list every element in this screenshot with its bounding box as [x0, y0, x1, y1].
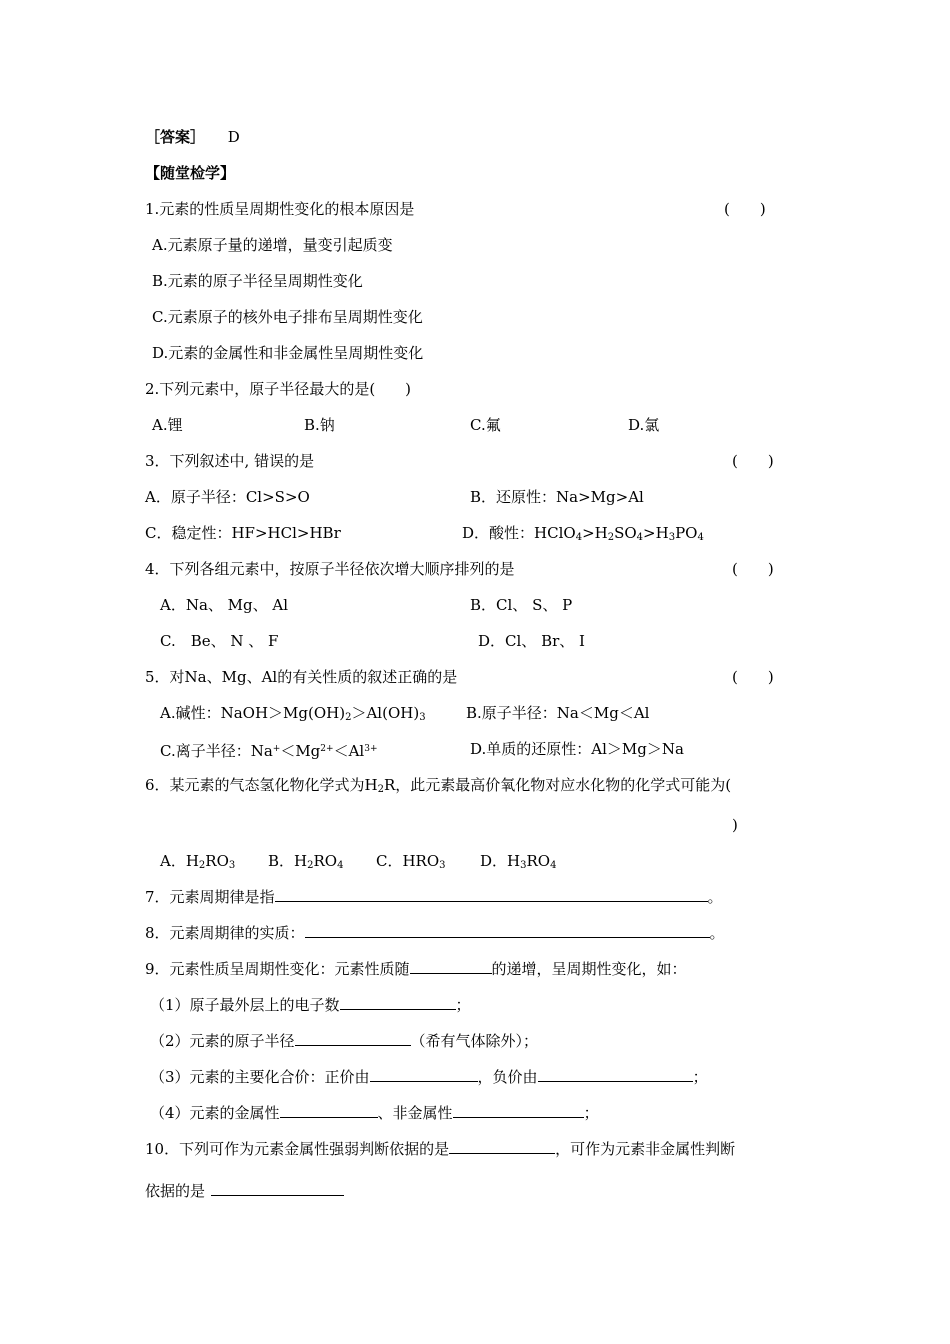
q1-option-d: D.元素的金属性和非金属性呈周期性变化	[152, 344, 424, 362]
q6-close-paren: )	[732, 816, 738, 834]
q9-sub-1-blank[interactable]	[340, 995, 456, 1010]
q1-answer-paren: ( )	[724, 200, 766, 218]
q6-option-c: C．$HRO_3$	[376, 852, 446, 871]
q6-option-a: A．$H_2RO_3$	[160, 852, 236, 871]
q4-option-a: A．Na、 Mg、 Al	[160, 596, 289, 614]
q9-sub-3-blank-positive[interactable]	[370, 1067, 478, 1082]
q5-option-a: A.碱性：$NaOH>Mg(OH)_2>Al(OH)_3$	[160, 704, 426, 723]
q3-option-c: C．稳定性：HF>HCl>HBr	[145, 524, 341, 542]
q4-stem: 4．下列各组元素中，按原子半径依次增大顺序排列的是	[145, 560, 515, 578]
q2-option-b: B.钠	[304, 416, 335, 434]
q6-option-b: B．$H_2RO_4$	[268, 852, 344, 871]
q1-option-c: C.元素原子的核外电子排布呈周期性变化	[152, 308, 423, 326]
q3-stem: 3．下列叙述中, 错误的是	[145, 452, 315, 470]
q8-line: 8．元素周期律的实质： 。	[145, 924, 725, 942]
q9-sub-4: （4）元素的金属性 、非金属性 ；	[150, 1104, 599, 1122]
q1-option-b: B.元素的原子半径呈周期性变化	[152, 272, 363, 290]
answer-line	[145, 127, 240, 147]
q8-blank[interactable]	[305, 923, 710, 938]
q9-sub-2: （2）元素的原子半径 （希有气体除外）；	[150, 1032, 539, 1050]
q3-answer-paren: ( )	[732, 452, 774, 470]
q5-stem: 5．对Na、Mg、Al的有关性质的叙述正确的是	[145, 668, 458, 686]
q2-option-c: C.氟	[470, 416, 501, 434]
q9-sub-2-blank[interactable]	[295, 1031, 411, 1046]
answer-label: ［答案］	[145, 128, 206, 146]
q3-option-a: A．原子半径：Cl>S>O	[145, 488, 310, 506]
q2-option-d: D.氯	[628, 416, 660, 434]
q4-option-d: D．Cl、 Br、 I	[478, 632, 585, 650]
section-title: 【随堂检学】	[145, 164, 236, 182]
q7-blank[interactable]	[275, 887, 708, 902]
q1-stem: 1.元素的性质呈周期性变化的根本原因是	[145, 200, 415, 218]
q3-option-b: B．还原性：Na>Mg>Al	[470, 488, 644, 506]
q10-stem: 10．下列可作为元素金属性强弱判断依据的是 ，可作为元素非金属性判断	[145, 1140, 736, 1158]
q10-blank-nonmetal[interactable]	[211, 1181, 344, 1196]
q9-stem: 9．元素性质呈周期性变化：元素性质随 的递增，呈周期性变化，如：	[145, 960, 687, 978]
q10-blank-metal[interactable]	[449, 1139, 555, 1154]
q5-answer-paren: ( )	[732, 668, 774, 686]
q3-option-d: D．酸性：$HClO_4>H_2SO_4>H_3PO_4$	[462, 524, 704, 543]
q6-stem: 6．某元素的气态氢化物化学式为$H_2R$，此元素最高价氧化物对应水化物的化学式可能为(	[145, 776, 732, 795]
q9-sub-4-blank-metal[interactable]	[280, 1103, 378, 1118]
q9-blank[interactable]	[410, 959, 492, 974]
q5-option-b: B.原子半径：Na＜Mg＜Al	[466, 704, 650, 722]
q10-line-2: 依据的是	[145, 1181, 344, 1201]
q7-line: 7．元素周期律是指 。	[145, 888, 723, 906]
q2-option-a: A.锂	[152, 416, 183, 434]
q5-option-d: D.单质的还原性：Al＞Mg＞Na	[470, 740, 684, 758]
q9-sub-4-blank-nonmetal[interactable]	[453, 1103, 584, 1118]
q9-sub-1: （1）原子最外层上的电子数 ；	[150, 996, 471, 1014]
q9-sub-3-blank-negative[interactable]	[538, 1067, 693, 1082]
q5-option-c: C.离子半径：$Na^+<Mg^{2+}<Al^{3+}$	[160, 742, 378, 760]
answer-value: D	[227, 128, 240, 146]
q2-stem: 2.下列元素中，原子半径最大的是( )	[145, 380, 412, 398]
q4-option-c: C. Be、 N 、 F	[160, 632, 279, 650]
q4-option-b: B．Cl、 S、 P	[470, 596, 573, 614]
q4-answer-paren: ( )	[732, 560, 774, 578]
q6-option-d: D．$H_3RO_4$	[480, 852, 557, 871]
q9-sub-3: （3）元素的主要化合价：正价由 ，负价由 ；	[150, 1068, 708, 1086]
q1-option-a: A.元素原子量的递增，量变引起质变	[152, 236, 393, 254]
